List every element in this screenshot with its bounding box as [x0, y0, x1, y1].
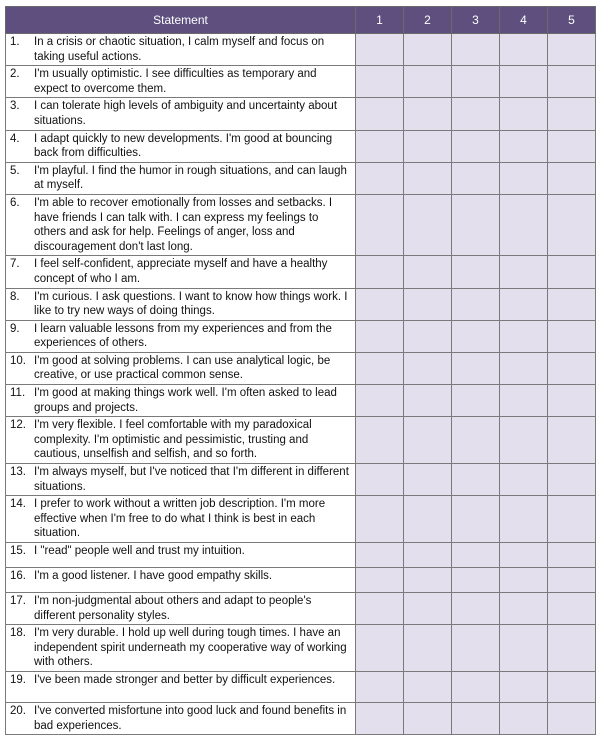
statement-line	[10, 99, 352, 128]
rating-cell-5[interactable]	[548, 256, 596, 288]
statement-line	[10, 497, 352, 541]
rating-cell-4[interactable]	[500, 417, 548, 464]
statement-cell	[6, 288, 356, 320]
statement-line	[10, 132, 352, 161]
statement-line	[10, 164, 352, 193]
table-row	[6, 385, 596, 417]
statement-cell	[6, 417, 356, 464]
statement-number: 14.	[10, 498, 26, 511]
rating-cell-4[interactable]	[500, 464, 548, 496]
statement-number: 1.	[10, 36, 20, 48]
rating-cell-1[interactable]	[356, 352, 404, 384]
rating-cell-1[interactable]	[356, 320, 404, 352]
rating-cell-1[interactable]	[356, 593, 404, 625]
rating-cell-1[interactable]	[356, 625, 404, 672]
table-row	[6, 543, 596, 568]
statement-line	[10, 354, 352, 383]
table-row	[6, 288, 596, 320]
statement-cell	[6, 543, 356, 568]
rating-cell-1[interactable]	[356, 671, 404, 702]
rating-cell-2[interactable]	[404, 288, 452, 320]
table-row	[6, 256, 596, 288]
rating-cell-4[interactable]	[500, 34, 548, 66]
resilience-assessment-table	[5, 6, 596, 735]
rating-cell-2[interactable]	[404, 702, 452, 734]
statement-line	[10, 290, 352, 319]
header-row	[6, 7, 596, 34]
statement-line	[10, 67, 352, 96]
statement-number: 6.	[10, 196, 20, 209]
rating-cell-5[interactable]	[548, 593, 596, 625]
rating-cell-2[interactable]	[404, 162, 452, 194]
statement-text: I'm non-judgmental about others and adapt to people's different personality styles.	[34, 595, 312, 622]
rating-cell-2[interactable]	[404, 320, 452, 352]
rating-cell-4[interactable]	[500, 496, 548, 543]
rating-cell-1[interactable]	[356, 66, 404, 98]
rating-cell-5[interactable]	[548, 162, 596, 194]
rating-cell-2[interactable]	[404, 464, 452, 496]
rating-cell-5[interactable]	[548, 320, 596, 352]
rating-cell-2[interactable]	[404, 625, 452, 672]
statement-number: 2.	[10, 68, 20, 81]
statement-cell	[6, 352, 356, 384]
rating-cell-3[interactable]	[452, 320, 500, 352]
rating-header-3: 3	[452, 7, 500, 34]
table-row	[6, 496, 596, 543]
statement-line	[10, 196, 352, 254]
statement-cell	[6, 34, 356, 66]
rating-cell-4[interactable]	[500, 98, 548, 130]
rating-cell-3[interactable]	[452, 625, 500, 672]
statement-line	[10, 322, 352, 351]
statement-line	[10, 418, 352, 462]
statement-line	[10, 35, 352, 64]
statement-cell	[6, 496, 356, 543]
statement-header: Statement	[6, 7, 356, 34]
table-row	[6, 702, 596, 734]
rating-cell-4[interactable]	[500, 593, 548, 625]
table-row	[6, 130, 596, 162]
statement-text: I "read" people well and trust my intuition.	[34, 545, 245, 557]
rating-cell-1[interactable]	[356, 162, 404, 194]
rating-cell-5[interactable]	[548, 352, 596, 384]
statement-cell	[6, 385, 356, 417]
statement-text: I'm able to recover emotionally from losses and setbacks. I have friends I can talk with. I can express my feelings to others and ask for help. Feelings of anger, loss and discouragement don't last long.	[34, 196, 333, 253]
statement-number: 13.	[10, 466, 26, 479]
rating-cell-4[interactable]	[500, 568, 548, 593]
rating-cell-3[interactable]	[452, 671, 500, 702]
rating-cell-2[interactable]	[404, 543, 452, 568]
statement-line	[10, 673, 352, 688]
statement-number: 11.	[10, 387, 26, 400]
rating-cell-2[interactable]	[404, 385, 452, 417]
rating-cell-1[interactable]	[356, 130, 404, 162]
table-body	[6, 34, 596, 735]
rating-cell-1[interactable]	[356, 288, 404, 320]
statement-line	[10, 257, 352, 286]
rating-cell-1[interactable]	[356, 702, 404, 734]
rating-cell-2[interactable]	[404, 568, 452, 593]
statement-text: I'm very flexible. I feel comfortable with my paradoxical complexity. I'm optimistic and pessimistic, trusting and cautious, unselfish and selfish, and so forth.	[34, 419, 312, 461]
statement-text: I feel self-confident, appreciate myself and have a healthy concept of who I am.	[34, 258, 328, 285]
rating-cell-3[interactable]	[452, 162, 500, 194]
table-row	[6, 625, 596, 672]
statement-number: 19.	[10, 673, 26, 686]
rating-cell-3[interactable]	[452, 256, 500, 288]
rating-cell-2[interactable]	[404, 194, 452, 255]
rating-cell-3[interactable]	[452, 464, 500, 496]
table-row	[6, 593, 596, 625]
rating-cell-1[interactable]	[356, 568, 404, 593]
statement-text: I'm good at making things work well. I'm often asked to lead groups and projects.	[34, 387, 337, 414]
statement-number: 16.	[10, 570, 26, 582]
statement-cell	[6, 702, 356, 734]
statement-line	[10, 569, 352, 584]
rating-cell-1[interactable]	[356, 464, 404, 496]
rating-cell-5[interactable]	[548, 130, 596, 162]
statement-text: I'm curious. I ask questions. I want to know how things work. I like to try new ways of doing things.	[34, 290, 348, 318]
assessment-table-container	[5, 6, 596, 735]
rating-cell-5[interactable]	[548, 98, 596, 130]
rating-cell-4[interactable]	[500, 130, 548, 162]
rating-cell-1[interactable]	[356, 385, 404, 417]
statement-text: I've been made stronger and better by difficult experiences.	[34, 673, 336, 686]
table-row	[6, 464, 596, 496]
rating-cell-3[interactable]	[452, 702, 500, 734]
rating-cell-5[interactable]	[548, 34, 596, 66]
rating-cell-5[interactable]	[548, 625, 596, 672]
rating-cell-4[interactable]	[500, 385, 548, 417]
table-row	[6, 417, 596, 464]
statement-number: 10.	[10, 354, 26, 367]
rating-cell-3[interactable]	[452, 568, 500, 593]
rating-cell-3[interactable]	[452, 496, 500, 543]
rating-cell-4[interactable]	[500, 543, 548, 568]
rating-cell-2[interactable]	[404, 256, 452, 288]
rating-cell-3[interactable]	[452, 194, 500, 255]
rating-cell-5[interactable]	[548, 464, 596, 496]
table-row	[6, 66, 596, 98]
rating-cell-5[interactable]	[548, 671, 596, 702]
statement-cell	[6, 464, 356, 496]
statement-cell	[6, 671, 356, 702]
statement-number: 5.	[10, 164, 20, 177]
rating-cell-5[interactable]	[548, 66, 596, 98]
statement-line	[10, 594, 352, 623]
statement-number: 7.	[10, 258, 20, 271]
rating-cell-1[interactable]	[356, 194, 404, 255]
statement-text: I'm good at solving problems. I can use analytical logic, be creative, or use practical common sense.	[34, 354, 331, 382]
statement-line	[10, 386, 352, 415]
statement-number: 15.	[10, 545, 26, 557]
statement-cell	[6, 625, 356, 672]
statement-number: 9.	[10, 322, 20, 335]
rating-cell-5[interactable]	[548, 194, 596, 255]
rating-cell-3[interactable]	[452, 593, 500, 625]
statement-text: I'm a good listener. I have good empathy skills.	[34, 570, 273, 582]
rating-cell-1[interactable]	[356, 417, 404, 464]
statement-cell	[6, 130, 356, 162]
table-row	[6, 34, 596, 66]
statement-text: I'm always myself, but I've noticed that I'm different in different situations.	[34, 466, 349, 493]
rating-cell-1[interactable]	[356, 98, 404, 130]
rating-cell-3[interactable]	[452, 34, 500, 66]
statement-text: I'm usually optimistic. I see difficulties as temporary and expect to overcome them.	[34, 68, 317, 95]
rating-cell-3[interactable]	[452, 66, 500, 98]
rating-cell-2[interactable]	[404, 352, 452, 384]
rating-cell-5[interactable]	[548, 385, 596, 417]
rating-cell-5[interactable]	[548, 702, 596, 734]
statement-number: 12.	[10, 419, 26, 432]
rating-cell-4[interactable]	[500, 194, 548, 255]
rating-cell-3[interactable]	[452, 130, 500, 162]
rating-cell-2[interactable]	[404, 496, 452, 543]
statement-text: I'm playful. I find the humor in rough situations, and can laugh at myself.	[34, 164, 347, 192]
statement-number: 18.	[10, 627, 26, 640]
rating-cell-3[interactable]	[452, 417, 500, 464]
rating-cell-3[interactable]	[452, 288, 500, 320]
rating-cell-2[interactable]	[404, 417, 452, 464]
statement-text: I prefer to work without a written job description. I'm more effective when I'm free to do what I think is best in each situation.	[34, 498, 326, 540]
statement-cell	[6, 568, 356, 593]
statement-cell	[6, 320, 356, 352]
rating-cell-2[interactable]	[404, 671, 452, 702]
table-row	[6, 568, 596, 593]
rating-cell-4[interactable]	[500, 625, 548, 672]
statement-text: I can tolerate high levels of ambiguity and uncertainty about situations.	[34, 100, 338, 127]
table-row	[6, 162, 596, 194]
statement-number: 20.	[10, 704, 26, 717]
rating-cell-4[interactable]	[500, 671, 548, 702]
statement-text: In a crisis or chaotic situation, I calm myself and focus on taking useful actions.	[34, 36, 325, 63]
statement-line	[10, 626, 352, 670]
statement-text: I've converted misfortune into good luck and found benefits in bad experiences.	[34, 704, 347, 732]
rating-cell-2[interactable]	[404, 98, 452, 130]
rating-header-1: 1	[356, 7, 404, 34]
table-row	[6, 352, 596, 384]
rating-cell-3[interactable]	[452, 98, 500, 130]
statement-cell	[6, 194, 356, 255]
rating-cell-3[interactable]	[452, 352, 500, 384]
statement-line	[10, 465, 352, 494]
rating-cell-1[interactable]	[356, 543, 404, 568]
rating-cell-4[interactable]	[500, 256, 548, 288]
rating-cell-4[interactable]	[500, 702, 548, 734]
statement-number: 17.	[10, 595, 26, 607]
statement-cell	[6, 593, 356, 625]
rating-cell-4[interactable]	[500, 288, 548, 320]
rating-cell-2[interactable]	[404, 130, 452, 162]
rating-cell-5[interactable]	[548, 543, 596, 568]
statement-number: 8.	[10, 290, 20, 303]
rating-cell-5[interactable]	[548, 288, 596, 320]
rating-cell-5[interactable]	[548, 496, 596, 543]
rating-cell-4[interactable]	[500, 352, 548, 384]
rating-cell-2[interactable]	[404, 593, 452, 625]
table-row	[6, 671, 596, 702]
statement-number: 3.	[10, 100, 20, 113]
rating-cell-2[interactable]	[404, 34, 452, 66]
rating-cell-1[interactable]	[356, 34, 404, 66]
statement-text: I'm very durable. I hold up well during tough times. I have an independent spirit underneath my cooperative way of working with others.	[34, 627, 347, 669]
table-row	[6, 194, 596, 255]
rating-cell-5[interactable]	[548, 568, 596, 593]
rating-header-2: 2	[404, 7, 452, 34]
statement-number: 4.	[10, 132, 20, 145]
statement-line	[10, 544, 352, 559]
rating-cell-4[interactable]	[500, 320, 548, 352]
statement-cell	[6, 66, 356, 98]
rating-cell-5[interactable]	[548, 417, 596, 464]
rating-cell-4[interactable]	[500, 162, 548, 194]
statement-text: I learn valuable lessons from my experiences and from the experiences of others.	[34, 322, 332, 350]
statement-cell	[6, 256, 356, 288]
rating-cell-3[interactable]	[452, 385, 500, 417]
rating-cell-1[interactable]	[356, 256, 404, 288]
table-row	[6, 320, 596, 352]
rating-header-4: 4	[500, 7, 548, 34]
rating-cell-2[interactable]	[404, 66, 452, 98]
statement-cell	[6, 162, 356, 194]
rating-cell-4[interactable]	[500, 66, 548, 98]
rating-header-5: 5	[548, 7, 596, 34]
rating-cell-1[interactable]	[356, 496, 404, 543]
statement-cell	[6, 98, 356, 130]
table-row	[6, 98, 596, 130]
rating-cell-3[interactable]	[452, 543, 500, 568]
statement-text: I adapt quickly to new developments. I'm good at bouncing back from difficulties.	[34, 132, 333, 160]
